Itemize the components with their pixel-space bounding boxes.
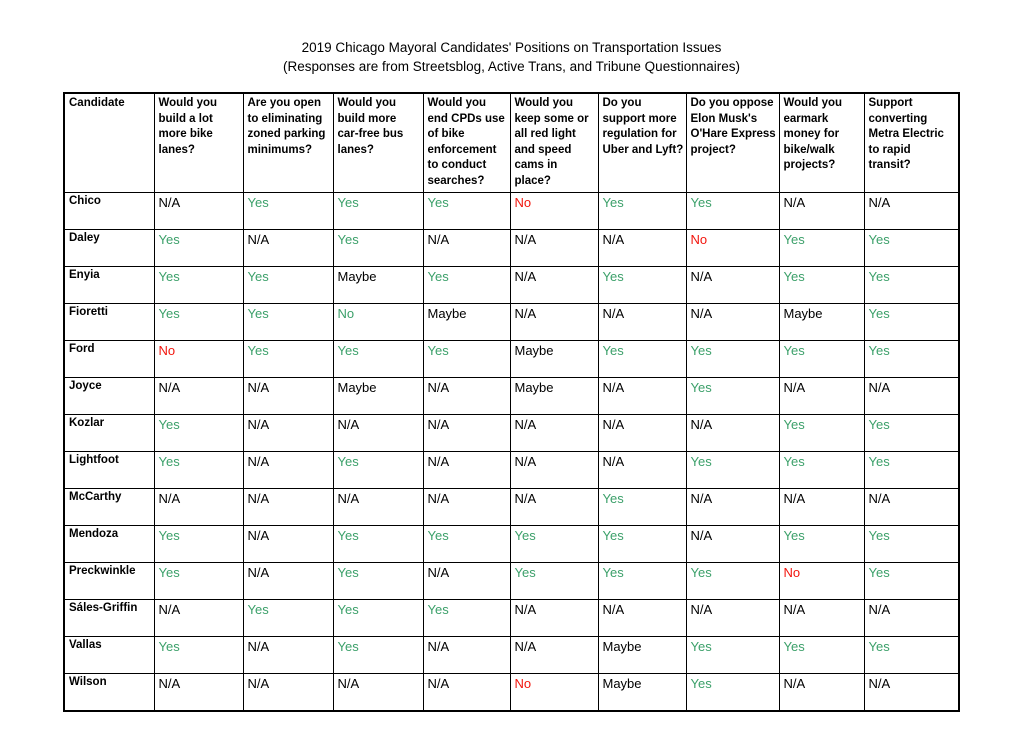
answer-cell: Maybe	[333, 378, 423, 415]
table-row	[64, 674, 959, 712]
answer-cell: Yes	[333, 526, 423, 563]
answer-cell: N/A	[243, 674, 333, 712]
answer-cell: Maybe	[510, 378, 598, 415]
answer-cell: N/A	[510, 452, 598, 489]
answer-cell: N/A	[598, 415, 686, 452]
answer-cell: No	[510, 674, 598, 712]
answer-cell: Yes	[598, 267, 686, 304]
candidate-column-header: Candidate	[64, 93, 154, 193]
answer-cell: N/A	[154, 378, 243, 415]
answer-cell: N/A	[686, 489, 779, 526]
answer-cell: N/A	[243, 637, 333, 674]
answer-cell: Yes	[686, 637, 779, 674]
candidate-cell: Vallas	[64, 637, 154, 674]
answer-cell: N/A	[423, 674, 510, 712]
answer-cell: N/A	[686, 600, 779, 637]
candidate-cell: Kozlar	[64, 415, 154, 452]
title-line-1: 2019 Chicago Mayoral Candidates' Positions on Transportation Issues	[301, 40, 722, 55]
answer-cell: Maybe	[333, 267, 423, 304]
table-header-row	[64, 93, 959, 193]
answer-cell: N/A	[686, 267, 779, 304]
candidate-cell: Sáles-Griffin	[64, 600, 154, 637]
answer-cell: N/A	[779, 193, 864, 230]
answer-cell: Yes	[423, 267, 510, 304]
answer-cell: Yes	[864, 267, 959, 304]
answer-cell: N/A	[423, 415, 510, 452]
answer-cell: No	[779, 563, 864, 600]
answer-cell: N/A	[423, 378, 510, 415]
table-row	[64, 415, 959, 452]
table-row	[64, 378, 959, 415]
answer-cell: Yes	[864, 341, 959, 378]
answer-cell: Yes	[510, 526, 598, 563]
answer-cell: Yes	[598, 526, 686, 563]
answer-cell: Yes	[686, 193, 779, 230]
answer-cell: Yes	[779, 452, 864, 489]
answer-cell: Yes	[779, 415, 864, 452]
table-row	[64, 341, 959, 378]
answer-cell: Yes	[423, 526, 510, 563]
answer-cell: N/A	[686, 526, 779, 563]
answer-cell: Yes	[598, 193, 686, 230]
answer-cell: N/A	[598, 304, 686, 341]
answer-cell: N/A	[333, 489, 423, 526]
candidate-positions-table	[63, 92, 960, 712]
answer-cell: N/A	[864, 600, 959, 637]
answer-cell: N/A	[686, 304, 779, 341]
answer-cell: Yes	[333, 452, 423, 489]
question-column-header: Would you build more car-free bus lanes?	[333, 93, 423, 193]
answer-cell: Yes	[333, 193, 423, 230]
answer-cell: N/A	[154, 193, 243, 230]
answer-cell: N/A	[864, 378, 959, 415]
answer-cell: N/A	[510, 489, 598, 526]
question-column-header: Do you oppose Elon Musk's O'Hare Express project?	[686, 93, 779, 193]
answer-cell: Yes	[423, 193, 510, 230]
answer-cell: Yes	[779, 637, 864, 674]
question-column-header: Would you build a lot more bike lanes?	[154, 93, 243, 193]
answer-cell: N/A	[598, 452, 686, 489]
answer-cell: Yes	[243, 193, 333, 230]
answer-cell: N/A	[510, 267, 598, 304]
candidate-cell: Ford	[64, 341, 154, 378]
answer-cell: Yes	[598, 489, 686, 526]
answer-cell: N/A	[779, 489, 864, 526]
answer-cell: N/A	[423, 563, 510, 600]
answer-cell: N/A	[779, 600, 864, 637]
answer-cell: Yes	[864, 304, 959, 341]
answer-cell: Yes	[154, 415, 243, 452]
answer-cell: N/A	[243, 230, 333, 267]
answer-cell: N/A	[864, 193, 959, 230]
table-row	[64, 193, 959, 230]
answer-cell: Yes	[779, 341, 864, 378]
question-column-header: Would you earmark money for bike/walk projects?	[779, 93, 864, 193]
answer-cell: N/A	[243, 378, 333, 415]
answer-cell: Yes	[154, 452, 243, 489]
answer-cell: Yes	[154, 230, 243, 267]
answer-cell: Yes	[779, 526, 864, 563]
answer-cell: Yes	[154, 304, 243, 341]
answer-cell: N/A	[864, 489, 959, 526]
answer-cell: Yes	[864, 452, 959, 489]
table-row	[64, 267, 959, 304]
candidate-cell: Mendoza	[64, 526, 154, 563]
question-column-header: Support converting Metra Electric to rapid transit?	[864, 93, 959, 193]
answer-cell: N/A	[779, 378, 864, 415]
answer-cell: Yes	[154, 267, 243, 304]
answer-cell: N/A	[154, 600, 243, 637]
answer-cell: N/A	[864, 674, 959, 712]
answer-cell: Yes	[864, 526, 959, 563]
answer-cell: Yes	[154, 637, 243, 674]
page-title	[0, 38, 1023, 76]
answer-cell: Yes	[864, 230, 959, 267]
answer-cell: Yes	[333, 563, 423, 600]
answer-cell: N/A	[423, 230, 510, 267]
candidate-cell: Joyce	[64, 378, 154, 415]
answer-cell: No	[154, 341, 243, 378]
answer-cell: Yes	[864, 563, 959, 600]
question-column-header: Do you support more regulation for Uber and Lyft?	[598, 93, 686, 193]
title-line-2: (Responses are from Streetsblog, Active Trans, and Tribune Questionnaires)	[283, 59, 740, 74]
answer-cell: N/A	[333, 674, 423, 712]
answer-cell: N/A	[243, 563, 333, 600]
answer-cell: Maybe	[510, 341, 598, 378]
answer-cell: N/A	[598, 600, 686, 637]
answer-cell: N/A	[333, 415, 423, 452]
answer-cell: Yes	[333, 230, 423, 267]
answer-cell: Yes	[423, 341, 510, 378]
answer-cell: Yes	[154, 563, 243, 600]
candidate-cell: Fioretti	[64, 304, 154, 341]
answer-cell: N/A	[510, 415, 598, 452]
question-column-header: Are you open to eliminating zoned parking minimums?	[243, 93, 333, 193]
candidate-cell: Lightfoot	[64, 452, 154, 489]
answer-cell: Yes	[243, 304, 333, 341]
answer-cell: Yes	[779, 267, 864, 304]
answer-cell: Yes	[333, 637, 423, 674]
answer-cell: Yes	[686, 378, 779, 415]
candidate-cell: Wilson	[64, 674, 154, 712]
table-row	[64, 230, 959, 267]
answer-cell: Yes	[510, 563, 598, 600]
answer-cell: N/A	[154, 674, 243, 712]
answer-cell: N/A	[423, 637, 510, 674]
answer-cell: Yes	[779, 230, 864, 267]
table-row	[64, 304, 959, 341]
answer-cell: Yes	[243, 600, 333, 637]
answer-cell: N/A	[510, 637, 598, 674]
answer-cell: Maybe	[779, 304, 864, 341]
answer-cell: Yes	[864, 637, 959, 674]
answer-cell: N/A	[510, 230, 598, 267]
answer-cell: N/A	[243, 415, 333, 452]
answer-cell: N/A	[598, 230, 686, 267]
answer-cell: N/A	[510, 304, 598, 341]
candidate-cell: Chico	[64, 193, 154, 230]
table-row	[64, 563, 959, 600]
answer-cell: Maybe	[598, 674, 686, 712]
answer-cell: No	[510, 193, 598, 230]
candidate-cell: Daley	[64, 230, 154, 267]
question-column-header: Would you end CPDs use of bike enforcement to conduct searches?	[423, 93, 510, 193]
answer-cell: Yes	[423, 600, 510, 637]
answer-cell: Yes	[243, 267, 333, 304]
answer-cell: N/A	[423, 452, 510, 489]
answer-cell: N/A	[510, 600, 598, 637]
answer-cell: N/A	[686, 415, 779, 452]
candidate-cell: Enyia	[64, 267, 154, 304]
answer-cell: N/A	[243, 489, 333, 526]
answer-cell: N/A	[598, 378, 686, 415]
answer-cell: N/A	[779, 674, 864, 712]
answer-cell: No	[686, 230, 779, 267]
answer-cell: N/A	[243, 452, 333, 489]
table-row	[64, 637, 959, 674]
answer-cell: Yes	[243, 341, 333, 378]
answer-cell: Yes	[686, 341, 779, 378]
answer-cell: Maybe	[423, 304, 510, 341]
table-row	[64, 600, 959, 637]
answer-cell: Yes	[686, 563, 779, 600]
answer-cell: No	[333, 304, 423, 341]
candidate-cell: McCarthy	[64, 489, 154, 526]
candidate-cell: Preckwinkle	[64, 563, 154, 600]
table-row	[64, 452, 959, 489]
answer-cell: Yes	[333, 600, 423, 637]
answer-cell: N/A	[243, 526, 333, 563]
answer-cell: Yes	[598, 341, 686, 378]
answer-cell: Yes	[154, 526, 243, 563]
question-column-header: Would you keep some or all red light and speed cams in place?	[510, 93, 598, 193]
answer-cell: Yes	[598, 563, 686, 600]
answer-cell: Yes	[686, 674, 779, 712]
answer-cell: Yes	[686, 452, 779, 489]
table-row	[64, 489, 959, 526]
answer-cell: Yes	[333, 341, 423, 378]
answer-cell: N/A	[154, 489, 243, 526]
table-row	[64, 526, 959, 563]
answer-cell: Yes	[864, 415, 959, 452]
answer-cell: N/A	[423, 489, 510, 526]
answer-cell: Maybe	[598, 637, 686, 674]
